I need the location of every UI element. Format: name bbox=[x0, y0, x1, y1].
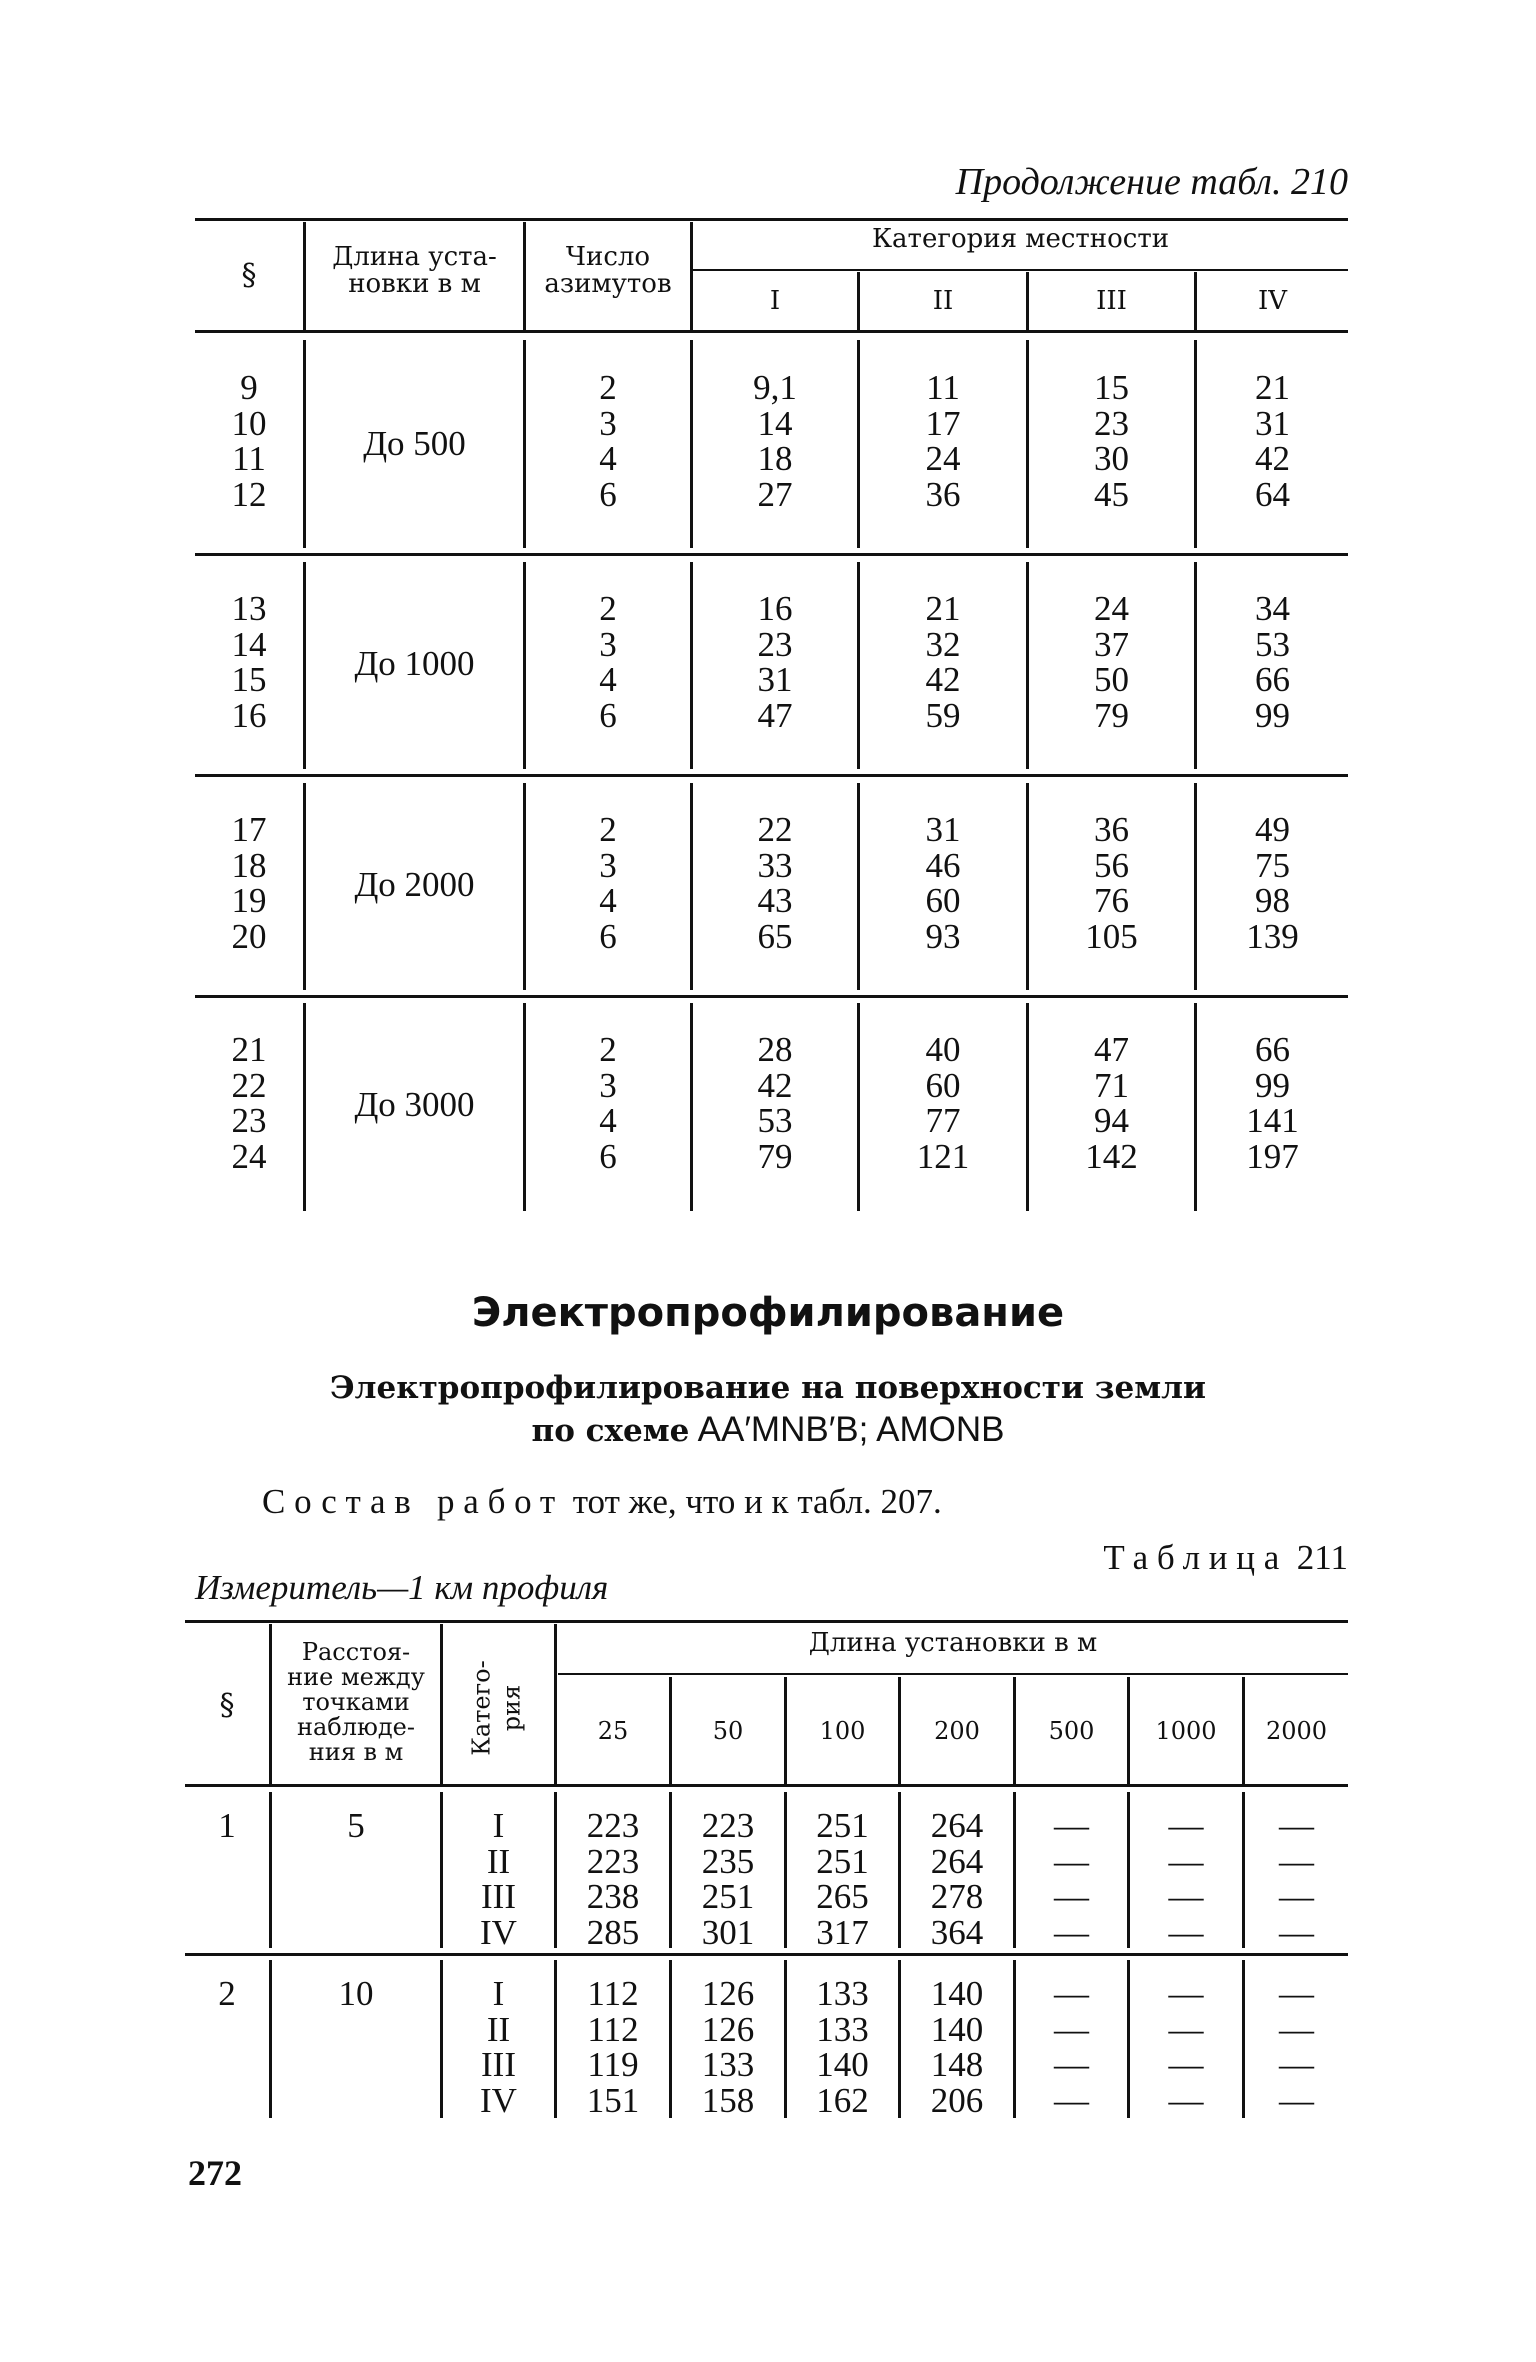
header-length-25: 25 bbox=[597, 1717, 629, 1745]
value-cell: — — — — bbox=[1054, 1806, 1089, 1952]
header-length-group: Длина установки в м bbox=[808, 1628, 1098, 1658]
header-length-2000: 2000 bbox=[1265, 1717, 1328, 1745]
col-rule bbox=[440, 1624, 443, 1784]
length-cell: До 500 bbox=[363, 424, 466, 463]
header-length: Длина уста- новки в м bbox=[332, 242, 497, 299]
value-cell: 126 126 133 158 bbox=[701, 1974, 755, 2120]
value-cell: — — — — bbox=[1279, 1806, 1314, 1952]
length-cell: До 3000 bbox=[354, 1085, 475, 1124]
header-length-50: 50 bbox=[712, 1717, 744, 1745]
value-cell: 9,1 14 18 27 bbox=[753, 368, 797, 514]
value-cell: 251 251 265 317 bbox=[816, 1806, 869, 1952]
category-group-rule bbox=[693, 269, 1348, 271]
composition-spaced: Состав работ bbox=[262, 1482, 564, 1521]
header-section: § bbox=[241, 258, 257, 293]
value-cell: 11 17 24 36 bbox=[925, 368, 961, 514]
sections-cell: 13 14 15 16 bbox=[231, 589, 267, 735]
value-cell: 16 23 31 47 bbox=[757, 589, 793, 735]
scheme-name: АА′MNB′B; AMONB bbox=[697, 1410, 1005, 1449]
header-category-1: I bbox=[769, 286, 781, 316]
continuation-caption: Продолжение табл. 210 bbox=[955, 161, 1348, 203]
meter-label: Измеритель bbox=[195, 1568, 378, 1607]
group-separator bbox=[195, 553, 1348, 556]
table-210-top-rule bbox=[195, 218, 1348, 221]
distance-cell: 5 bbox=[347, 1806, 365, 1845]
section-cell: 1 bbox=[218, 1806, 236, 1845]
category-cell: I II III IV bbox=[480, 1806, 517, 1952]
header-category-3: III bbox=[1096, 286, 1127, 316]
header-category-group: Категория местности bbox=[871, 224, 1170, 254]
length-group-rule bbox=[558, 1673, 1348, 1675]
sections-cell: 17 18 19 20 bbox=[231, 810, 267, 956]
table-210-header-rule bbox=[195, 330, 1348, 333]
value-cell: 28 42 53 79 bbox=[757, 1030, 793, 1176]
table-label-word: Таблица bbox=[1103, 1538, 1289, 1577]
composition-rest: тот же, что и к табл. 207. bbox=[572, 1482, 942, 1521]
meter-line bbox=[195, 1568, 895, 1608]
value-cell: 21 31 42 64 bbox=[1255, 368, 1290, 514]
sections-cell: 21 22 23 24 bbox=[231, 1030, 267, 1176]
header-length-1000: 1000 bbox=[1155, 1717, 1217, 1745]
length-cell: До 1000 bbox=[354, 644, 475, 683]
value-cell: 21 32 42 59 bbox=[925, 589, 961, 735]
header-length-500: 500 bbox=[1048, 1717, 1095, 1745]
value-cell: — — — — bbox=[1168, 1806, 1204, 1952]
value-cell: 264 264 278 364 bbox=[930, 1806, 984, 1952]
composition-line bbox=[262, 1482, 1362, 1522]
value-cell: 40 60 77 121 bbox=[916, 1030, 970, 1176]
value-cell: 223 223 238 285 bbox=[586, 1806, 640, 1952]
distance-cell: 10 bbox=[338, 1974, 374, 2013]
value-cell: 47 71 94 142 bbox=[1085, 1030, 1138, 1176]
table-label-number: 211 bbox=[1296, 1538, 1348, 1577]
value-cell: 49 75 98 139 bbox=[1246, 810, 1299, 956]
value-cell: — — — — bbox=[1168, 1974, 1204, 2120]
table-211-header-rule bbox=[185, 1784, 1348, 1787]
value-cell: 34 53 66 99 bbox=[1255, 589, 1290, 735]
value-cell: 223 235 251 301 bbox=[701, 1806, 755, 1952]
col-rule bbox=[554, 1624, 557, 1784]
header-category-4: IV bbox=[1257, 286, 1288, 316]
azimuths-cell: 2 3 4 6 bbox=[599, 589, 617, 735]
value-cell: 22 33 43 65 bbox=[757, 810, 793, 956]
header-length-100: 100 bbox=[819, 1717, 866, 1745]
table-211-top-rule bbox=[185, 1620, 1348, 1623]
section-subheading-line2 bbox=[0, 1410, 1536, 1450]
row-separator bbox=[185, 1953, 1348, 1956]
value-cell: 36 56 76 105 bbox=[1085, 810, 1138, 956]
azimuths-cell: 2 3 4 6 bbox=[599, 368, 617, 514]
table-211-label bbox=[1000, 1538, 1348, 1578]
value-cell: 24 37 50 79 bbox=[1094, 589, 1129, 735]
value-cell: — — — — bbox=[1054, 1974, 1089, 2120]
value-cell: 66 99 141 197 bbox=[1246, 1030, 1299, 1176]
section-subheading-line1: Электропрофилирование на поверхности земли bbox=[329, 1370, 1207, 1406]
header-distance: Расстоя- ние между точками наблюде- ния в м bbox=[287, 1638, 425, 1766]
scheme-prefix: по схеме bbox=[531, 1413, 690, 1449]
meter-value: —1 км профиля bbox=[377, 1568, 609, 1607]
header-azimuths: Число азимутов bbox=[544, 242, 672, 299]
value-cell: 140 140 148 206 bbox=[930, 1974, 984, 2120]
header-length-200: 200 bbox=[934, 1717, 980, 1745]
header-category-2: II bbox=[932, 286, 954, 316]
value-cell: 112 112 119 151 bbox=[586, 1974, 640, 2120]
azimuths-cell: 2 3 4 6 bbox=[599, 1030, 617, 1176]
page-number: 272 bbox=[188, 2153, 242, 2193]
sections-cell: 9 10 11 12 bbox=[231, 368, 267, 514]
value-cell: 133 133 140 162 bbox=[816, 1974, 869, 2120]
group-separator bbox=[195, 774, 1348, 777]
header-category: Катего- рия bbox=[467, 1660, 526, 1756]
header-section: § bbox=[219, 1688, 235, 1723]
value-cell: — — — — bbox=[1279, 1974, 1314, 2120]
azimuths-cell: 2 3 4 6 bbox=[599, 810, 617, 956]
length-cell: До 2000 bbox=[354, 865, 475, 904]
section-heading: Электропрофилирование bbox=[471, 1290, 1065, 1336]
value-cell: 15 23 30 45 bbox=[1094, 368, 1129, 514]
value-cell: 31 46 60 93 bbox=[925, 810, 961, 956]
section-cell: 2 bbox=[218, 1974, 236, 2013]
category-cell: I II III IV bbox=[480, 1974, 517, 2120]
group-separator bbox=[195, 995, 1348, 998]
